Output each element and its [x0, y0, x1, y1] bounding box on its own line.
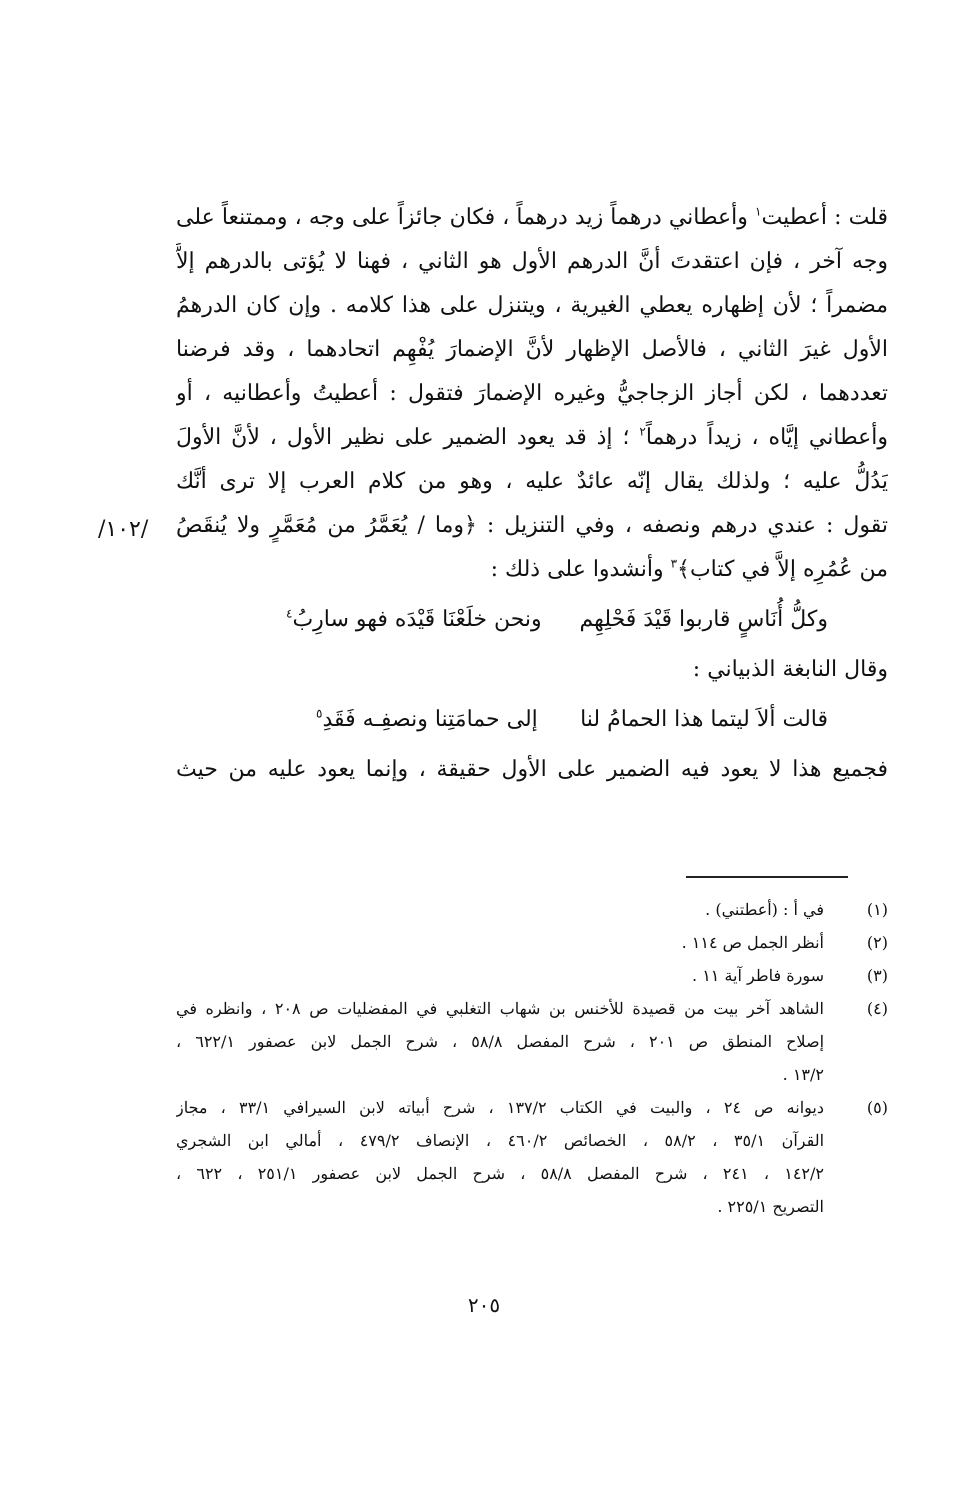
page-number: ٢٠٥: [467, 1293, 501, 1317]
footnote-line: ١٤٢/٢ ، ٢٤١ ، شرح المفصل ٥٨/٨ ، شرح الجمل لابن عصفور ٢٥١/١ ، ٦٢٢ ،: [176, 1164, 824, 1183]
footnote-mark-1: ١: [755, 204, 762, 219]
footnote-5: [176, 1091, 888, 1223]
footnote-number: (٣): [866, 966, 888, 985]
footnote-line: سورة فاطر آية ١١ .: [692, 966, 824, 985]
verse-1-first-hemistich: [580, 592, 828, 648]
footnote-line: التصريح ٢٢٥/١ .: [717, 1197, 824, 1216]
footnote-number: (١): [866, 900, 888, 919]
text-line-nabigha: وقال النابغة الذبياني :: [692, 657, 888, 682]
footnote-text: [176, 893, 824, 926]
verse-1-second-hemistich: [286, 592, 542, 648]
footnote-mark-3: ٣: [670, 556, 678, 571]
footnote-number: (٥): [866, 1098, 888, 1117]
text-line-1-start: قلت : أعطيت: [761, 205, 888, 230]
footnote-text: [176, 959, 824, 992]
text-line-1-end: وأعطاني درهماً زيد درهماً ، فكان جائزاً على وجه ، وممتنعاً على: [176, 205, 756, 230]
text-line-6-end: ؛ إذ قد يعود الضمير على نظير الأول ، لأنَّ الأولَ: [176, 425, 640, 450]
footnote-separator: [686, 876, 848, 878]
verse-1-first-text: وكلُّ أُنَاسٍ قاربوا قَيْدَ فَحْلِهِم: [579, 607, 828, 632]
text-line-9-end: وأنشدوا على ذلك :: [490, 557, 671, 582]
footnote-line: في أ : (أعطتني) .: [705, 900, 824, 919]
footnote-line: ديوانه ص ٢٤ ، والبيت في الكتاب ١٣٧/٢ ، شرح أبياته لابن السيرافي ٣٣/١ ، مجاز: [176, 1098, 824, 1117]
footnote-mark-5: ٥: [316, 706, 323, 721]
text-line-1: [176, 196, 888, 240]
footnote-number: (٤): [866, 999, 888, 1018]
footnote-line: ١٣/٢ .: [782, 1065, 824, 1084]
footnote-1: [176, 893, 888, 926]
verse-1-second-text: ونحن خلَعْنَا قَيْدَه فهو سارِبُ: [292, 607, 542, 632]
text-line-7: يَدُلُّ عليه ؛ ولذلك يقال إنّه عائدٌ عليه ، وهو من كلام العرب إلا ترى أنَّك: [176, 469, 888, 494]
footnote-line: أنظر الجمل ص ١١٤ .: [681, 933, 824, 952]
margin-page-reference: /١٠٢/: [98, 517, 149, 542]
verse-2-first-text: قالت ألاَ ليتما هذا الحمامُ لنا: [580, 707, 828, 732]
footnote-3: [176, 959, 888, 992]
text-line-5: تعددهما ، لكن أجاز الزجاجيُّ وغيره الإضمارَ فتقول : أعطيتُ وأعطانيه ، أو: [176, 381, 888, 406]
text-line-4: الأول غيرَ الثاني ، فالأصل الإظهار لأنَّ الإضمارَ يُفْهِم اتحادهما ، وقد فرضنا: [176, 337, 888, 362]
text-line-6-start: وأعطاني إيَّاه ، زيداً درهماً: [645, 425, 888, 450]
footnotes: [176, 893, 888, 1223]
text-line-9-start: من عُمُرِه إلاَّ في كتاب﴾: [677, 557, 888, 582]
verse-2-second-text: إلى حمامَتِنا ونصفِـه فَقَدِ: [322, 707, 538, 732]
footnote-text: [176, 926, 824, 959]
footnote-line: الشاهد آخر بيت من قصيدة للأخنس بن شهاب التغلبي في المفضليات ص ٢٠٨ ، وانظره في: [176, 999, 824, 1018]
verse-2: [176, 692, 888, 748]
footnote-mark-2: ٢: [639, 424, 646, 439]
verse-2-second-hemistich: [316, 692, 538, 748]
text-line-8: تقول : عندي درهم ونصفه ، وفي التنزيل : ﴿وما / يُعَمَّرُ من مُعَمَّرٍ ولا يُنقَصُ: [176, 513, 888, 538]
footnote-4: [176, 992, 888, 1091]
verse-1: [176, 592, 888, 648]
text-line-6: [176, 416, 888, 460]
verse-2-first-hemistich: [580, 692, 828, 748]
footnote-line: إصلاح المنطق ص ٢٠١ ، شرح المفصل ٥٨/٨ ، شرح الجمل لابن عصفور ٦٢٢/١ ،: [176, 1032, 824, 1051]
text-line-3: مضمراً ؛ لأن إظهاره يعطي الغيرية ، ويتنزل على هذا كلامه . وإن كان الدرهمُ: [176, 293, 888, 318]
footnote-2: [176, 926, 888, 959]
text-line-last: فجميع هذا لا يعود فيه الضمير على الأول حقيقة ، وإنما يعود عليه من حيث: [176, 757, 888, 782]
footnote-text: [176, 1091, 824, 1223]
footnote-mark-4: ٤: [286, 606, 293, 621]
text-line-9: [176, 548, 888, 592]
text-line-2: وجه آخر ، فإن اعتقدتَ أنَّ الدرهم الأول هو الثاني ، فهنا لا يُؤتى بالدرهم إلاَّ: [176, 249, 888, 274]
main-text: [176, 196, 888, 792]
footnote-text: [176, 992, 824, 1091]
footnote-number: (٢): [866, 933, 888, 952]
footnote-line: القرآن ٣٥/١ ، ٥٨/٢ ، الخصائص ٤٦٠/٢ ، الإنصاف ٤٧٩/٢ ، أمالي ابن الشجري: [176, 1131, 824, 1150]
